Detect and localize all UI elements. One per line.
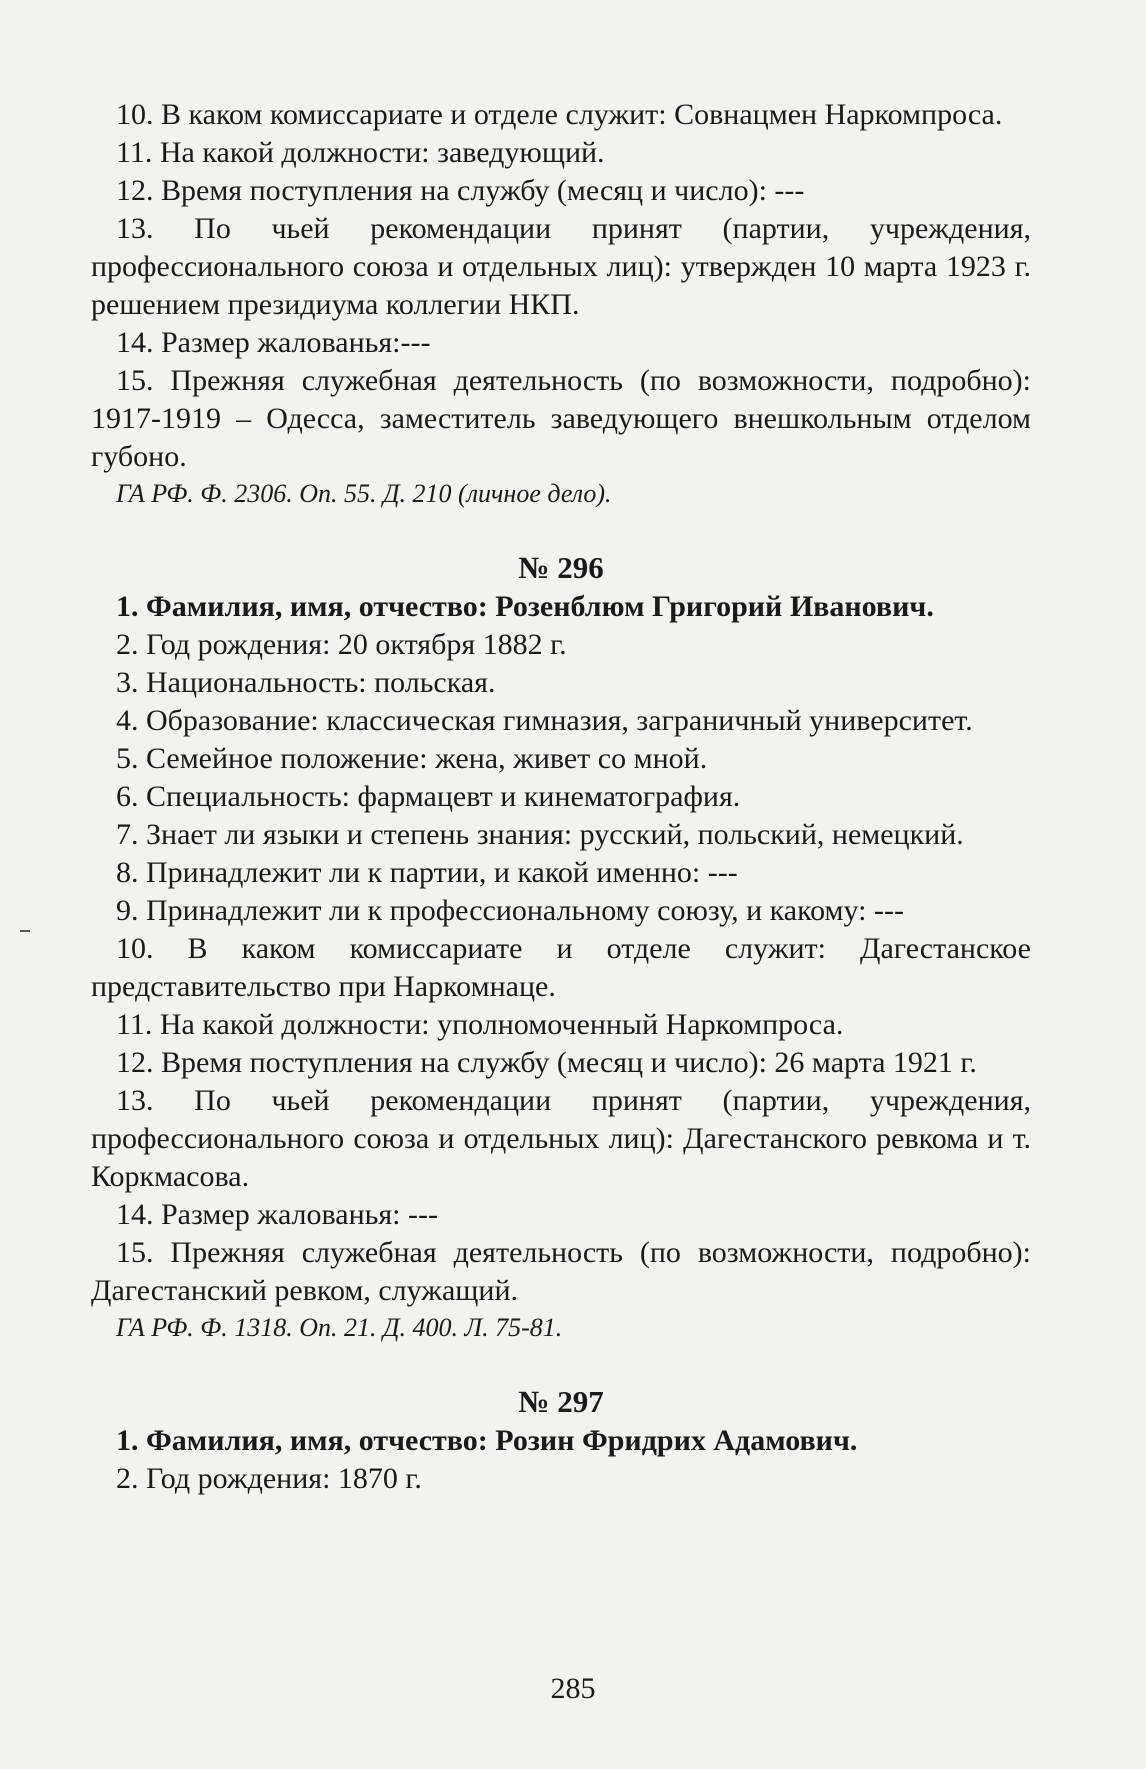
doc-297 — [91, 1382, 1031, 1498]
list-item: 9. Принадлежит ли к профессиональному союзу, и какому: --- — [116, 894, 904, 927]
list-item: 15. Прежняя служебная деятельность (по возможности, подробно): Дагестанский ревком, служащий. — [91, 1236, 1031, 1307]
archive-citation: ГА РФ. Ф. 1318. Оп. 21. Д. 400. Л. 75-81. — [116, 1313, 563, 1342]
archive-citation: ГА РФ. Ф. 2306. Оп. 55. Д. 210 (личное дело). — [116, 479, 612, 508]
list-item: 11. На какой должности: заведующий. — [116, 136, 605, 169]
list-item: 12. Время поступления на службу (месяц и число): 26 марта 1921 г. — [116, 1046, 977, 1079]
document-number: № 297 — [518, 1384, 604, 1419]
list-item: 4. Образование: классическая гимназия, заграничный университет. — [116, 704, 973, 737]
list-item: 5. Семейное положение: жена, живет со мной. — [116, 742, 708, 775]
list-item: 10. В каком комиссариате и отделе служит: Совнацмен Наркомпроса. — [116, 98, 1003, 131]
list-item: 15. Прежняя служебная деятельность (по возможности, подробно): 1917-1919 – Одесса, заместитель заведующего внешкольным отделом губоно. — [91, 364, 1031, 473]
list-item: 11. На какой должности: уполномоченный Наркомпроса. — [116, 1008, 844, 1041]
list-item: 6. Специальность: фармацевт и кинематография. — [116, 780, 741, 813]
list-item: 3. Национальность: польская. — [116, 666, 496, 699]
spacer — [91, 512, 1031, 548]
margin-mark — [20, 930, 30, 932]
list-item: 14. Размер жалованья: --- — [116, 1198, 438, 1231]
document-number: № 296 — [518, 550, 604, 585]
list-item: 8. Принадлежит ли к партии, и какой именно: --- — [116, 856, 738, 889]
list-item: 2. Год рождения: 20 октября 1882 г. — [116, 628, 567, 661]
name-line: 1. Фамилия, имя, отчество: Розин Фридрих Адамович. — [116, 1424, 858, 1457]
page-text — [91, 96, 1031, 1498]
list-item: 7. Знает ли языки и степень знания: русский, польский, немецкий. — [116, 818, 964, 851]
list-item: 13. По чьей рекомендации принят (партии, учреждения, профессионального союза и отдельных лиц): утвержден 10 марта 1923 г. решением президиума коллегии НКП. — [91, 212, 1031, 321]
spacer — [91, 1346, 1031, 1382]
page-number: 285 — [550, 1672, 596, 1705]
list-item: 14. Размер жалованья:--- — [116, 326, 431, 359]
doc-296 — [91, 548, 1031, 1346]
list-item: 12. Время поступления на службу (месяц и число): --- — [116, 174, 805, 207]
list-item: 13. По чьей рекомендации принят (партии, учреждения, профессионального союза и отдельных лиц): Дагестанского ревкома и т. Коркмасова. — [91, 1084, 1031, 1193]
list-item: 2. Год рождения: 1870 г. — [116, 1462, 422, 1495]
name-line: 1. Фамилия, имя, отчество: Розенблюм Григорий Иванович. — [116, 590, 934, 623]
doc-295-tail — [91, 96, 1031, 512]
list-item: 10. В каком комиссариате и отделе служит: Дагестанское представительство при Наркомнаце. — [91, 932, 1031, 1003]
